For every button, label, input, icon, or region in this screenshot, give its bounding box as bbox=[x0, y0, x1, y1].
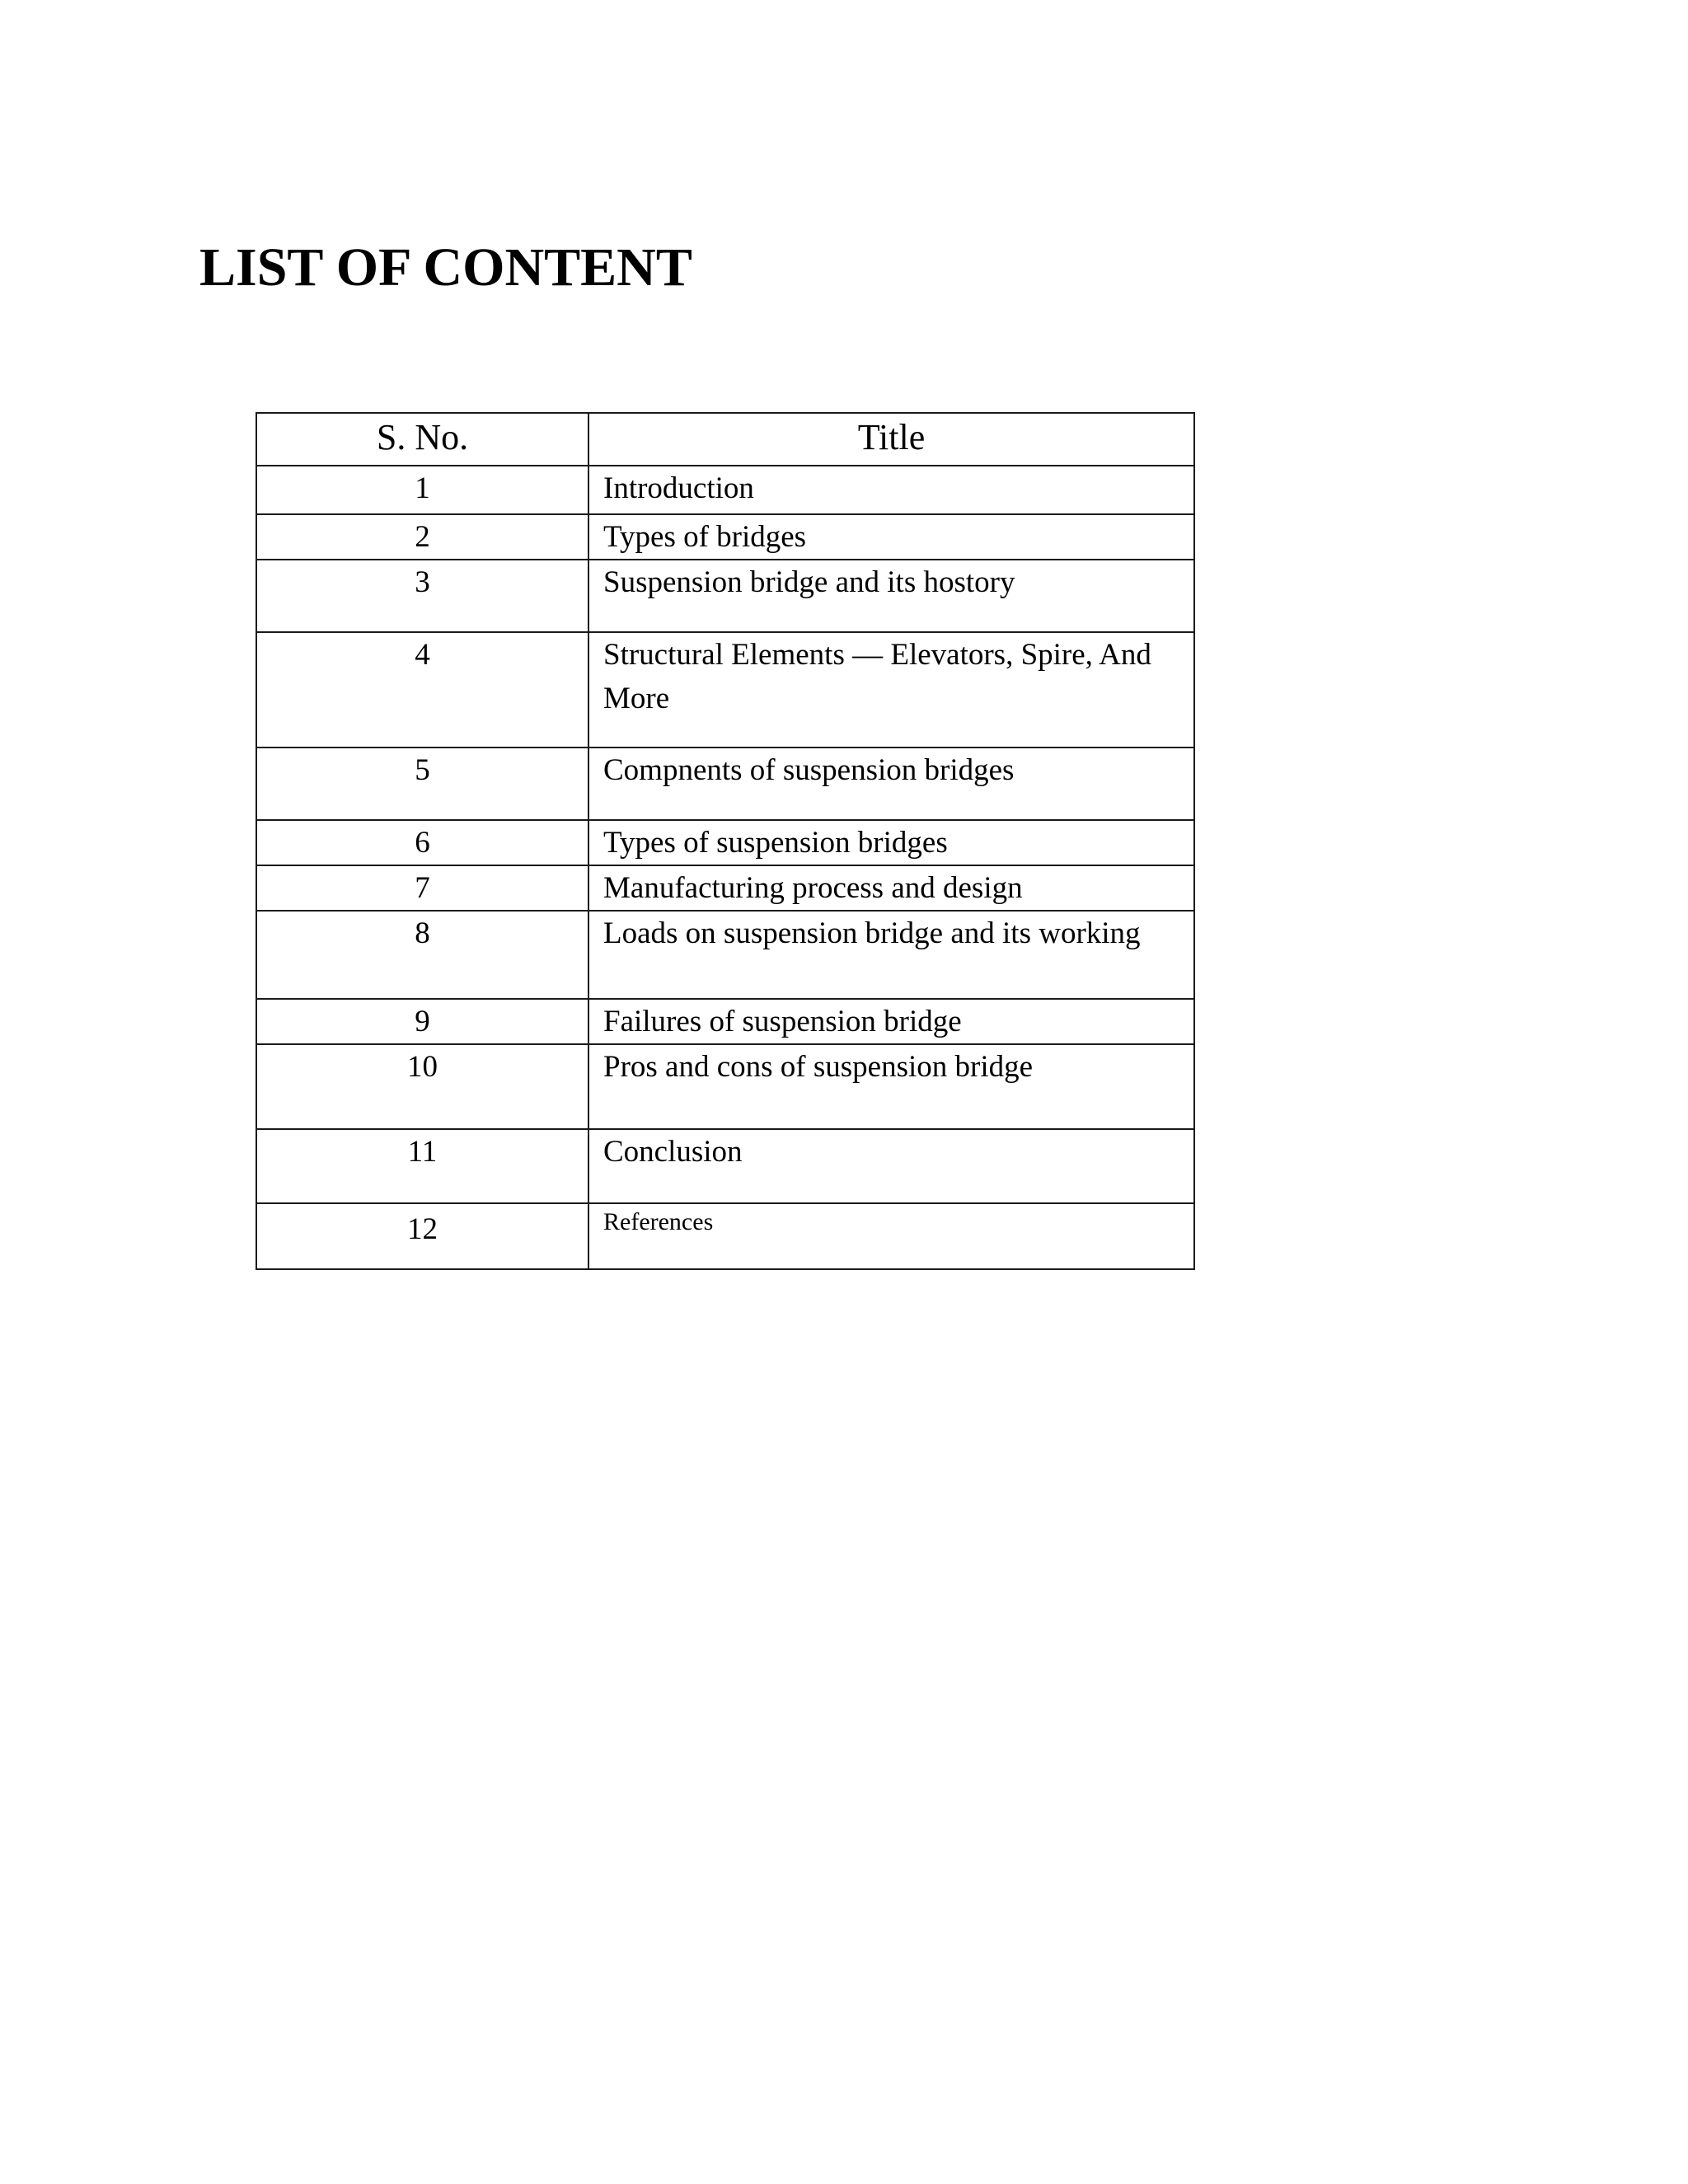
table-header-row bbox=[256, 413, 1194, 466]
row-number: 1 bbox=[256, 466, 588, 514]
row-number: 9 bbox=[256, 999, 588, 1044]
row-title: Introduction bbox=[588, 466, 1194, 514]
row-number: 2 bbox=[256, 514, 588, 560]
column-header-title: Title bbox=[588, 413, 1194, 466]
table-row bbox=[256, 1044, 1194, 1129]
row-title: Conclusion bbox=[588, 1129, 1194, 1203]
table-row bbox=[256, 632, 1194, 748]
row-number: 12 bbox=[256, 1203, 588, 1269]
table-row bbox=[256, 466, 1194, 514]
row-title: Compnents of suspension bridges bbox=[588, 748, 1194, 820]
table-row bbox=[256, 1203, 1194, 1269]
row-number: 7 bbox=[256, 865, 588, 911]
row-title: Types of suspension bridges bbox=[588, 820, 1194, 865]
row-number: 6 bbox=[256, 820, 588, 865]
table-row bbox=[256, 560, 1194, 632]
row-title: References bbox=[588, 1203, 1194, 1269]
column-header-number: S. No. bbox=[256, 413, 588, 466]
row-title: Structural Elements — Elevators, Spire, And More bbox=[588, 632, 1194, 748]
table-row bbox=[256, 748, 1194, 820]
row-title: Suspension bridge and its hostory bbox=[588, 560, 1194, 632]
row-title: Loads on suspension bridge and its working bbox=[588, 911, 1194, 999]
row-number: 4 bbox=[256, 632, 588, 748]
table-row bbox=[256, 999, 1194, 1044]
table-row bbox=[256, 1129, 1194, 1203]
row-number: 8 bbox=[256, 911, 588, 999]
row-title: Failures of suspension bridge bbox=[588, 999, 1194, 1044]
contents-table bbox=[256, 412, 1195, 1270]
row-number: 5 bbox=[256, 748, 588, 820]
row-title: Pros and cons of suspension bridge bbox=[588, 1044, 1194, 1129]
row-title: Types of bridges bbox=[588, 514, 1194, 560]
table-row bbox=[256, 911, 1194, 999]
row-title: Manufacturing process and design bbox=[588, 865, 1194, 911]
table-row bbox=[256, 865, 1194, 911]
table-row bbox=[256, 514, 1194, 560]
row-number: 11 bbox=[256, 1129, 588, 1203]
row-number: 10 bbox=[256, 1044, 588, 1129]
page-title: LIST OF CONTENT bbox=[199, 237, 692, 298]
row-number: 3 bbox=[256, 560, 588, 632]
table-row bbox=[256, 820, 1194, 865]
